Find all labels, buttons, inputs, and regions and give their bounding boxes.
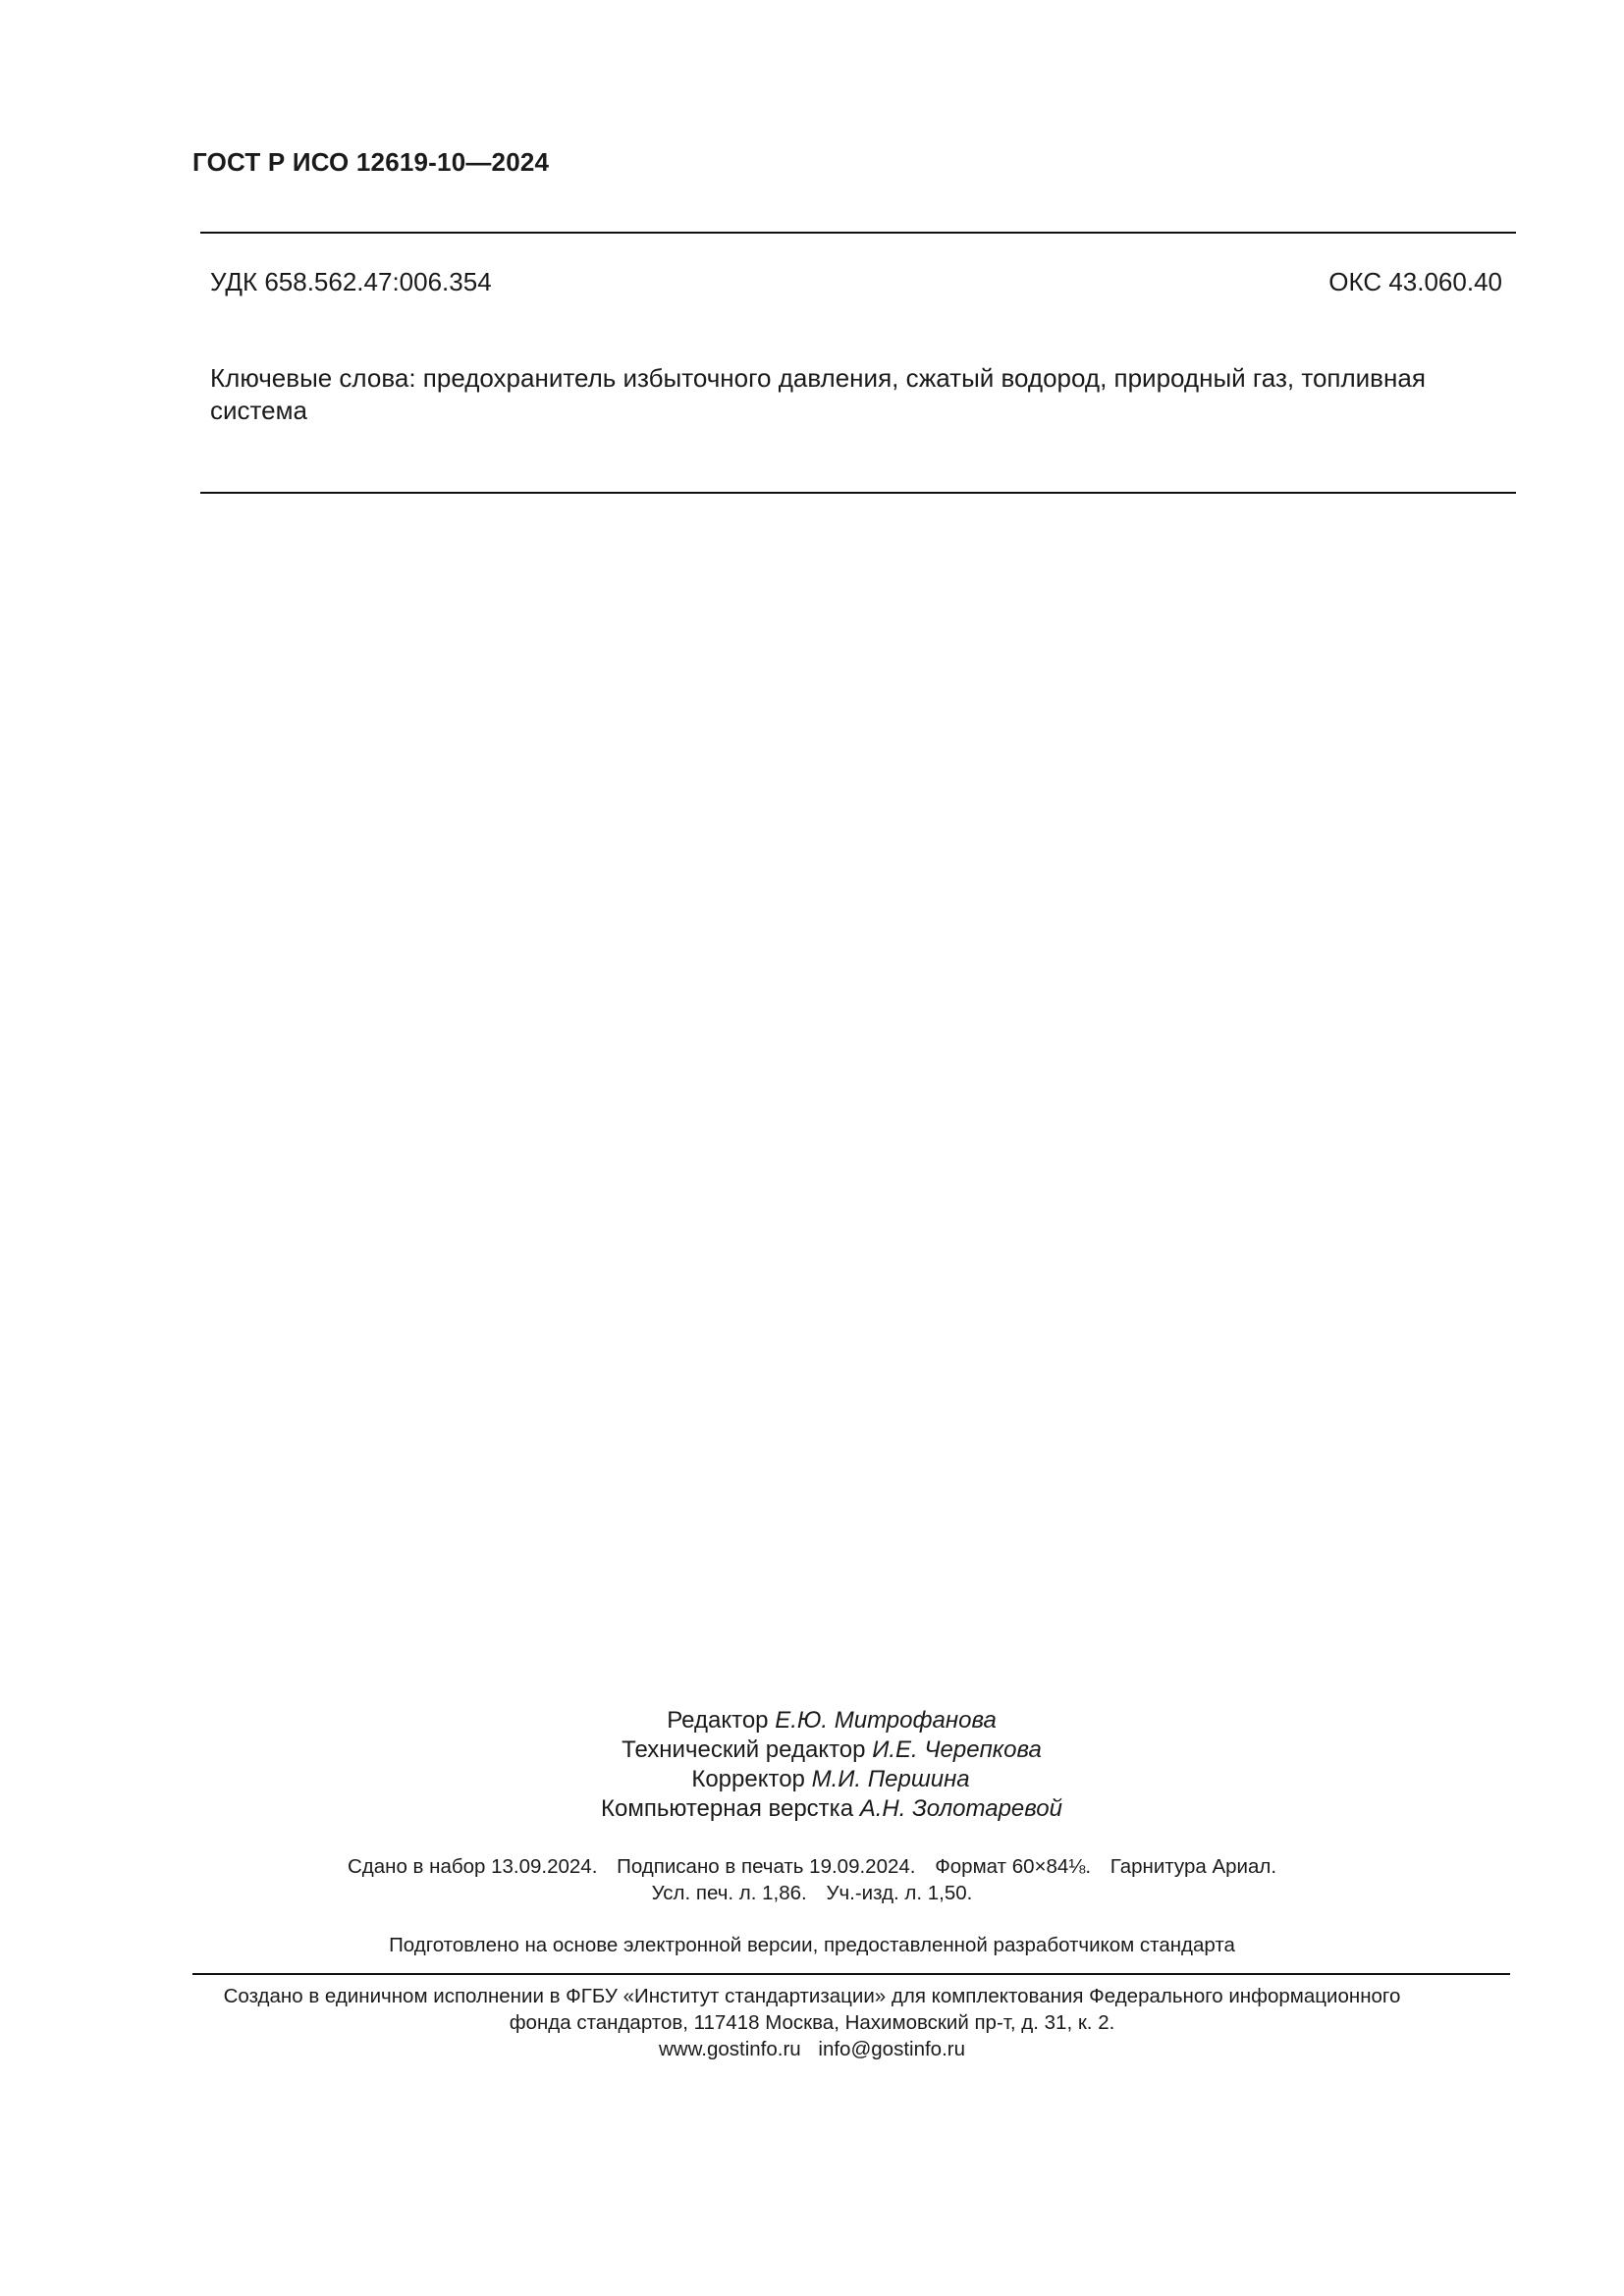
print-sheets: Усл. печ. л. 1,86.: [651, 1882, 807, 1904]
publisher-sheets: Уч.-изд. л. 1,50.: [826, 1882, 973, 1904]
prepared-note: Подготовлено на основе электронной версии, предоставленной разработчиком стандарта: [389, 1934, 1235, 1956]
staff-name: М.И. Першина: [811, 1766, 970, 1792]
paper-format: Формат 60×84⅛.: [935, 1855, 1092, 1878]
staff-credits: [0, 1706, 1624, 1824]
created-note: [0, 1983, 1624, 2062]
staff-name: Е.Ю. Митрофанова: [775, 1707, 997, 1734]
website-link[interactable]: www.gostinfo.ru: [659, 2038, 801, 2060]
contacts: [0, 2036, 1624, 2062]
staff-role: Редактор: [667, 1707, 769, 1734]
middle-divider: [200, 492, 1516, 494]
created-line-1: Создано в единичном исполнении в ФГБУ «Институт стандартизации» для комплектования Федерального информационного: [223, 1985, 1401, 2007]
signed-date: Подписано в печать 19.09.2024.: [617, 1855, 916, 1878]
print-info-line-1: [0, 1853, 1624, 1880]
udk-code: УДК 658.562.47:006.354: [210, 267, 492, 296]
oks-code: ОКС 43.060.40: [1328, 267, 1502, 296]
staff-layout: [0, 1794, 1624, 1824]
staff-role: Корректор: [691, 1766, 805, 1792]
keywords-text: Ключевые слова: предохранитель избыточного давления, сжатый водород, природный газ, топливная система: [210, 363, 1426, 425]
staff-name: А.Н. Золотаревой: [859, 1795, 1062, 1822]
created-line-2: фонда стандартов, 117418 Москва, Нахимовский пр-т, д. 31, к. 2.: [509, 2011, 1115, 2034]
document-code: ГОСТ Р ИСО 12619-10—2024: [192, 147, 550, 177]
staff-role: Компьютерная верстка: [601, 1795, 854, 1822]
staff-technical-editor: [0, 1735, 1624, 1765]
print-info-line-2: [0, 1880, 1624, 1906]
top-divider: [200, 232, 1516, 234]
typeface: Гарнитура Ариал.: [1110, 1855, 1277, 1878]
typeset-date: Сдано в набор 13.09.2024.: [347, 1855, 598, 1878]
staff-role: Технический редактор: [622, 1736, 866, 1763]
staff-proofreader: [0, 1765, 1624, 1794]
email-link[interactable]: info@gostinfo.ru: [818, 2038, 965, 2060]
bottom-divider: [192, 1973, 1510, 1975]
staff-name: И.Е. Черепкова: [872, 1736, 1042, 1763]
print-info: [0, 1853, 1624, 1906]
staff-editor: [0, 1706, 1624, 1735]
